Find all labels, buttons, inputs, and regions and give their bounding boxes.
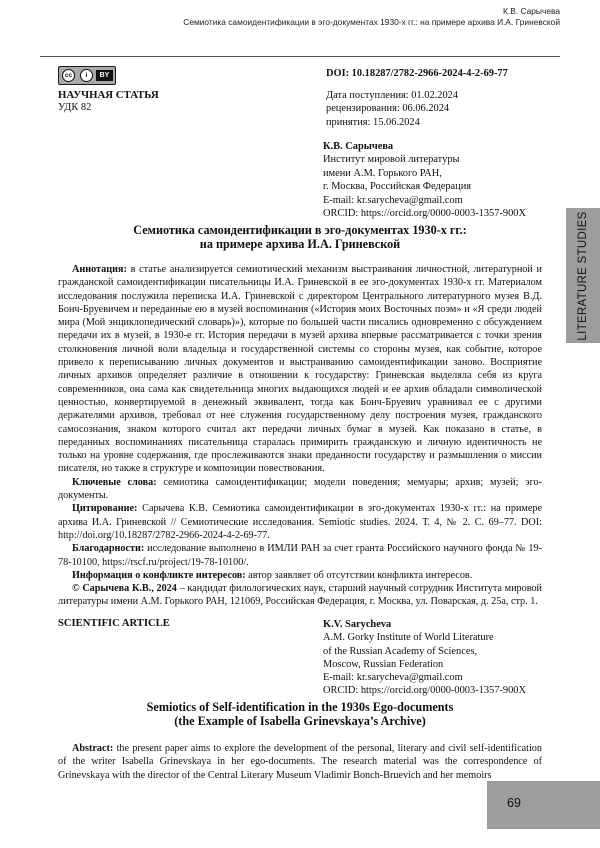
abstract-paragraph-en xyxy=(58,742,542,782)
author-email-en: E-mail: kr.sarycheva@gmail.com xyxy=(323,672,463,684)
author-orcid-en: ORCID: https://orcid.org/0000-0003-1357-900X xyxy=(323,685,526,697)
keywords-label: Ключевые слова: xyxy=(72,476,157,488)
author-name: К.В. Сарычева xyxy=(323,141,394,152)
copyright-label: © Сарычева К.В., 2024 xyxy=(72,583,177,595)
date-accepted: принятия: 15.06.2024 xyxy=(326,116,420,128)
abstract-en xyxy=(58,742,542,782)
conflict-paragraph xyxy=(58,569,542,582)
acknowledgements-label: Благодарности: xyxy=(72,543,145,555)
header-running-title: Семиотика самоидентификации в эго-документах 1930-х гг.: на примере архива И.А. Гриневской xyxy=(183,17,560,27)
author-affiliation-line: имени А.М. Горького РАН, xyxy=(323,167,442,179)
udk-code: УДК 82 xyxy=(58,102,92,113)
title-line-en: (the Example of Isabella Grinevskaya’s Archive) xyxy=(174,714,426,728)
acknowledgements-text: исследование выполнено в ИМЛИ РАН за счет гранта Российского научного фонда № 19-78-10100, https://rscf.ru/project/19-78-10100/. xyxy=(58,543,542,568)
citation-paragraph xyxy=(58,502,542,542)
acknowledgements-paragraph xyxy=(58,542,542,569)
section-tab-label: LITERATURE STUDIES xyxy=(577,210,589,341)
abstract-label: Аннотация: xyxy=(72,264,127,275)
article-title xyxy=(58,223,542,251)
article-dates xyxy=(326,89,458,129)
citation-label: Цитирование: xyxy=(72,503,138,515)
abstract-text: в статье анализируется семиотический механизм выстраивания личностной, литературной и гражданской самоидентификации писательницы И.А. Гриневской в ее эго-документах 1930-х гг. Материалом исследования послужила переписка И.А. Гриневской с директором Центрального литературного музея В.Д. Бонч-Бруевичем и переданные ею в музей воспоминания («История моих Восточных поэм» и «Я среди людей мира (Мой энциклопедический словарь)»), которые по большей части писались одновременно с обсуждением передачи их в музей, в 1930-е гг. История передачи в музей архива впервые рассматривается с точки зрения столкновения личной воли владельца и государственной системы со стороны музея, как событие, которое привело к переписыванию личных документов и выстраиванию самоидентификации заново. Восприятие личных архивов определяет различие в отношении к государству: Гриневская выделяла себя из круга современников, она сама как свидетельница многих выдающихся людей и ее архив обладали символической ценностью, конвертируемой в денежный эквивалент, тогда как Бонч-Бруевич уравнивал ее с другими держателями архивов, требовал от нее служения государственному делу построения музея, гражданского самосознания, знаком которого считал акт передачи личных бумаг в музей. Как показано в статье, в переданных воспоминаниях писательница старалась примирить гражданскую и личную идентичность не только на уровне содержания, где прослеживаются знаки преданности государству и размышления о миссии писателя, но также в структуре и композиции повествования. xyxy=(58,264,542,475)
conflict-text: автор заявляет об отсутствии конфликта интересов. xyxy=(245,569,473,581)
author-block-en xyxy=(323,618,526,698)
citation-text: Сарычева К.В. Семиотика самоидентификации в эго-документах 1930-х гг.: на примере архива И.А. Гриневской // Семиотические исследования. Semiotic studies. 2024. Т. 4, № 2. С. 69–77. DOI: http://doi.org/10.18287/2782-2966-2024-4-2-69-77. xyxy=(58,503,542,541)
page-number: 69 xyxy=(507,796,521,810)
author-name-en: K.V. Sarycheva xyxy=(323,619,392,630)
metadata-body xyxy=(58,263,542,609)
by-label: BY xyxy=(96,70,113,81)
article-type: НАУЧНАЯ СТАТЬЯ xyxy=(58,89,159,101)
abstract-paragraph xyxy=(58,263,542,476)
page-number-box xyxy=(487,781,600,829)
title-line-en: Semiotics of Self-identification in the 1930s Ego-documents xyxy=(146,700,454,714)
author-block xyxy=(323,140,526,220)
keywords-paragraph xyxy=(58,476,542,503)
header-author: К.В. Сарычева xyxy=(503,6,560,16)
article-type-en: SCIENTIFIC ARTICLE xyxy=(58,618,170,629)
running-header xyxy=(183,6,560,28)
copyright-paragraph xyxy=(58,582,542,609)
copyright-text: – кандидат филологических наук, старший научный сотрудник Института мировой литературы имени А.М. Горького РАН, 121069, Российская Федерация, г. Москва, ул. Поварская, д. 25а, стр. 1. xyxy=(58,583,542,608)
cc-by-license-badge xyxy=(58,66,116,85)
article-title-en xyxy=(58,700,542,728)
date-received: Дата поступления: 01.02.2024 xyxy=(326,90,459,101)
abstract-text-en: the present paper aims to explore the development of the personal, literary and civil self-identification of the writer Isabella Grinevskaya in her ego-documents. The research material was the correspondence of Grinevskaya with the director of the Central Literary Museum Vladimir Bonch-Bruevich and her memoirs xyxy=(58,743,542,781)
cc-icon: cc xyxy=(62,69,75,82)
date-reviewed: рецензирования: 06.06.2024 xyxy=(326,103,450,115)
author-affiliation-line-en: of the Russian Academy of Sciences, xyxy=(323,645,478,657)
author-affiliation-line: Институт мировой литературы xyxy=(323,154,460,166)
author-location-en: Moscow, Russian Federation xyxy=(323,658,444,670)
title-line: Семиотика самоидентификации в эго-документах 1930-х гг.: xyxy=(133,223,467,237)
doi: DOI: 10.18287/2782-2966-2024-4-2-69-77 xyxy=(326,68,508,79)
title-line: на примере архива И.А. Гриневской xyxy=(199,237,401,251)
author-orcid: ORCID: https://orcid.org/0000-0003-1357-900X xyxy=(323,208,526,220)
abstract-label-en: Abstract: xyxy=(72,743,114,754)
keywords-text: семиотика самоидентификации; модели поведения; мемуары; архив; музей; эго-документы. xyxy=(58,476,542,502)
by-icon: i xyxy=(80,69,93,82)
section-side-tab xyxy=(566,208,600,343)
author-location: г. Москва, Российская Федерация xyxy=(323,181,472,193)
author-email: E-mail: kr.sarycheva@gmail.com xyxy=(323,194,463,206)
author-affiliation-line-en: A.M. Gorky Institute of World Literature xyxy=(323,632,494,644)
conflict-label: Информация о конфликте интересов: xyxy=(72,569,246,581)
header-rule xyxy=(40,56,560,57)
